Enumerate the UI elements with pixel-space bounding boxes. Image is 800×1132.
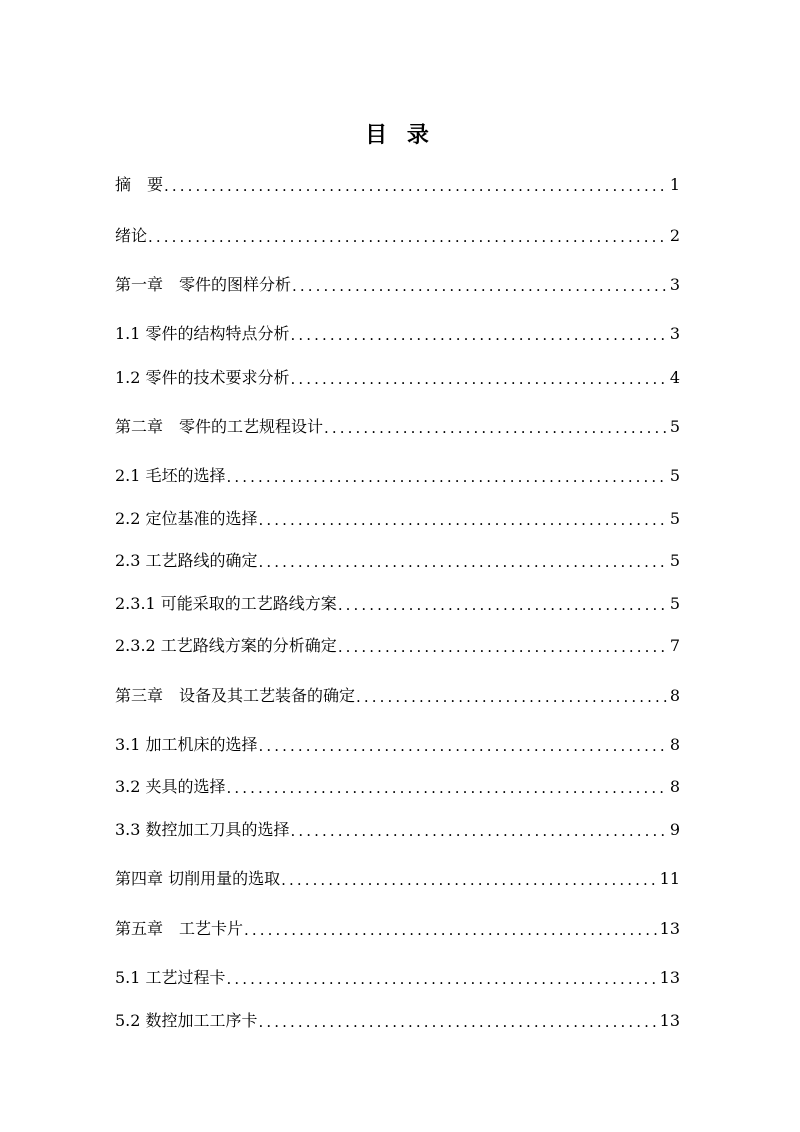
- toc-entry: [115, 172, 680, 198]
- toc-entry: [115, 1008, 680, 1034]
- toc-leader-dots: [227, 967, 658, 991]
- toc-leader-dots: [259, 1010, 658, 1034]
- toc-leader-dots: [259, 508, 668, 532]
- toc-entry-page: 4: [669, 368, 680, 387]
- toc-entry-page: 13: [659, 968, 680, 987]
- toc-entry: [115, 683, 680, 709]
- toc-entry-label: 2.3.2 工艺路线方案的分析确定: [115, 636, 337, 655]
- toc-entry-page: 8: [669, 735, 680, 754]
- toc-leader-dots: [291, 367, 668, 391]
- toc-entry: [115, 548, 680, 574]
- toc-leader-dots: [148, 225, 668, 249]
- toc-entry-label: 3.3 数控加工刀具的选择: [115, 820, 290, 839]
- toc-entry-label: 绪论: [115, 226, 148, 245]
- toc-entry-label: 第五章 工艺卡片: [115, 919, 244, 938]
- toc-leader-dots: [338, 593, 668, 617]
- toc-entry-label: 5.2 数控加工工序卡: [115, 1011, 258, 1030]
- toc-entry: [115, 866, 680, 892]
- toc-entry: [115, 321, 680, 347]
- toc-leader-dots: [244, 918, 658, 942]
- toc-entry-page: 13: [659, 1011, 680, 1030]
- toc-entry-label: 2.3.1 可能采取的工艺路线方案: [115, 594, 337, 613]
- toc-entry-page: 5: [669, 417, 680, 436]
- toc-entry: [115, 817, 680, 843]
- toc-entry-page: 9: [669, 820, 680, 839]
- toc-entry-label: 第四章 切削用量的选取: [115, 869, 281, 888]
- toc-leader-dots: [324, 416, 668, 440]
- toc-entry-page: 5: [669, 466, 680, 485]
- toc-leader-dots: [292, 274, 668, 298]
- toc-leader-dots: [291, 323, 668, 347]
- toc-entry-label: 1.1 零件的结构特点分析: [115, 324, 290, 343]
- toc-entry: [115, 774, 680, 800]
- toc-entry-label: 3.1 加工机床的选择: [115, 735, 258, 754]
- toc-entry-label: 1.2 零件的技术要求分析: [115, 368, 290, 387]
- toc-leader-dots: [227, 465, 668, 489]
- toc-entry-page: 5: [669, 509, 680, 528]
- toc-entry: [115, 414, 680, 440]
- toc-entry: [115, 506, 680, 532]
- toc-entry-label: 第二章 零件的工艺规程设计: [115, 417, 324, 436]
- toc-leader-dots: [259, 550, 668, 574]
- toc-entry: [115, 633, 680, 659]
- toc-entry: [115, 223, 680, 249]
- toc-entry-page: 8: [669, 686, 680, 705]
- toc-entry-label: 3.2 夹具的选择: [115, 777, 226, 796]
- toc-entry-page: 8: [669, 777, 680, 796]
- toc-entry-page: 3: [669, 275, 680, 294]
- toc-entry-page: 3: [669, 324, 680, 343]
- toc-entry-page: 1: [669, 175, 680, 194]
- toc-entry: [115, 732, 680, 758]
- toc-entry: [115, 965, 680, 991]
- toc-entry: [115, 591, 680, 617]
- toc-leader-dots: [291, 819, 668, 843]
- toc-leader-dots: [227, 776, 668, 800]
- toc-entry-label: 5.1 工艺过程卡: [115, 968, 226, 987]
- toc-leader-dots: [356, 685, 668, 709]
- toc-entry-page: 7: [669, 636, 680, 655]
- toc-entry-label: 第一章 零件的图样分析: [115, 275, 292, 294]
- toc-entry-page: 11: [659, 869, 680, 888]
- toc-entry: [115, 916, 680, 942]
- toc-entry-label: 2.3 工艺路线的确定: [115, 551, 258, 570]
- toc-leader-dots: [259, 734, 668, 758]
- toc-title: 目 录: [365, 122, 435, 148]
- toc-entry: [115, 463, 680, 489]
- toc-entry-page: 2: [669, 226, 680, 245]
- toc-entry-page: 13: [659, 919, 680, 938]
- toc-entry-label: 摘 要: [115, 175, 164, 194]
- toc-leader-dots: [164, 174, 668, 198]
- toc-entry-label: 2.2 定位基准的选择: [115, 509, 258, 528]
- toc-entry-label: 2.1 毛坯的选择: [115, 466, 226, 485]
- toc-leader-dots: [281, 868, 658, 892]
- toc-entry-page: 5: [669, 594, 680, 613]
- toc-entry: [115, 272, 680, 298]
- toc-entry: [115, 365, 680, 391]
- toc-leader-dots: [338, 635, 668, 659]
- toc-entry-page: 5: [669, 551, 680, 570]
- toc-entry-label: 第三章 设备及其工艺装备的确定: [115, 686, 356, 705]
